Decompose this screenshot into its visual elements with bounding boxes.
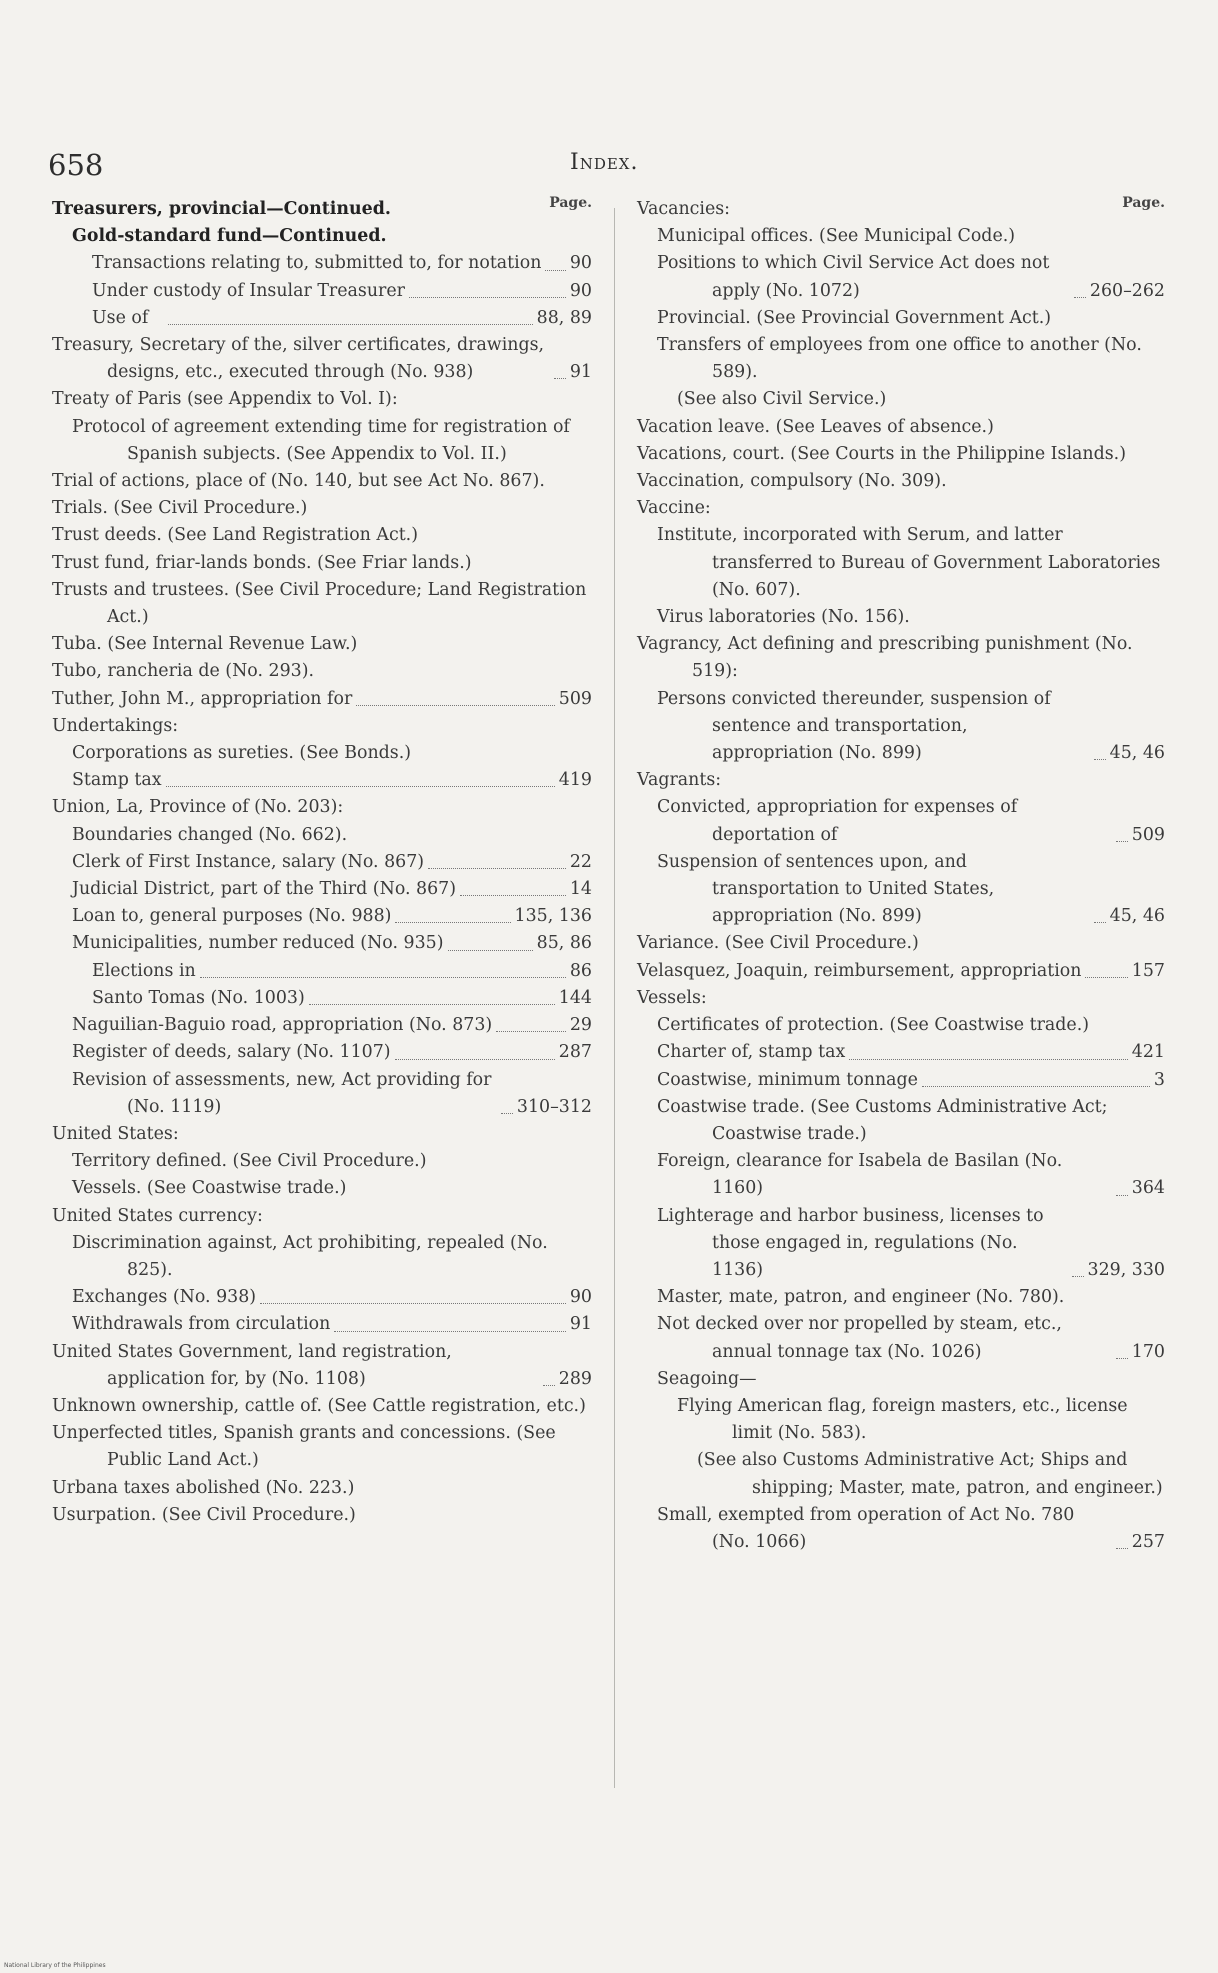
index-entry	[637, 1094, 1165, 1148]
index-entry-text: Transfers of employees from one office to another (No. 589).	[657, 335, 1142, 383]
index-entry-page: 45, 46	[1109, 743, 1165, 764]
index-entry-text: Usurpation. (See Civil Procedure.)	[52, 1504, 356, 1525]
index-entry	[52, 1203, 592, 1230]
index-entry-text: Judicial District, part of the Third (No. 867)	[72, 879, 457, 900]
index-entry-text: Trust deeds. (See Land Registration Act.)	[52, 525, 418, 546]
index-entry-text: Master, mate, patron, and engineer (No. 780).	[657, 1287, 1065, 1308]
index-entry	[52, 958, 592, 985]
index-entry	[637, 522, 1165, 604]
index-entry	[52, 1475, 592, 1502]
index-entry	[637, 1284, 1165, 1311]
dot-leader	[1094, 912, 1106, 923]
index-entry	[637, 386, 1165, 413]
page-number: 658	[48, 148, 104, 182]
running-head-title: Index.	[570, 150, 639, 175]
index-entry	[637, 985, 1165, 1012]
index-entry-text: Suspension of sentences upon, and transportation to United States, appropriation (No. 899)	[657, 851, 995, 927]
index-entry-page: 90	[569, 1287, 592, 1308]
index-entry-text: Lighterage and harbor business, licenses to those engaged in, regulations (No. 1136)	[657, 1205, 1044, 1280]
index-entry	[637, 332, 1165, 386]
index-entry	[637, 468, 1165, 495]
index-entry	[52, 631, 592, 658]
dot-leader	[356, 695, 555, 706]
index-entry-text: Charter of, stamp tax	[657, 1042, 846, 1063]
index-entry-page: 170	[1131, 1341, 1165, 1362]
index-entry	[52, 740, 592, 767]
index-entry-page: 419	[558, 770, 592, 791]
index-entry-text: Discrimination against, Act prohibiting, repealed (No. 825).	[72, 1232, 548, 1280]
index-entry-text: Persons convicted thereunder, suspension of sentence and transportation, appropriation (No. 899)	[657, 688, 1051, 764]
index-entry-text: Withdrawals from circulation	[72, 1314, 331, 1335]
index-entry	[52, 849, 592, 876]
index-entry	[52, 658, 592, 685]
index-entry-page: 421	[1131, 1042, 1165, 1063]
index-column-right	[637, 196, 1165, 1556]
dot-leader	[1116, 1348, 1128, 1359]
index-entry	[52, 332, 592, 386]
dot-leader	[168, 314, 533, 325]
index-entry-page: 260–262	[1089, 280, 1165, 301]
scan-footer: National Library of the Philippines	[4, 1962, 106, 1969]
index-entry-page: 329, 330	[1087, 1259, 1165, 1280]
index-entry-text: Treaty of Paris (see Appendix to Vol. I):	[52, 389, 398, 410]
index-entry-page: 91	[569, 1314, 592, 1335]
index-entry	[52, 468, 592, 495]
index-entry-text: Vessels. (See Coastwise trade.)	[72, 1178, 347, 1199]
index-entry-text: Positions to which Civil Service Act does not apply (No. 1072)	[657, 253, 1050, 301]
index-entry-page: 45, 46	[1109, 906, 1165, 927]
index-entry-page: 289	[558, 1368, 592, 1389]
dot-leader	[1116, 1185, 1128, 1196]
dot-leader	[496, 1021, 566, 1032]
index-entry-text: Convicted, appropriation for expenses of deportation of	[657, 797, 1018, 845]
index-entry-text: Unperfected titles, Spanish grants and concessions. (See Public Land Act.)	[52, 1423, 556, 1471]
index-entry	[52, 1067, 592, 1121]
index-entry-page: 509	[558, 688, 592, 709]
index-entry	[637, 631, 1165, 685]
index-entry-page: 509	[1131, 824, 1165, 845]
index-entry	[637, 686, 1165, 768]
index-entry	[52, 250, 592, 277]
index-entry	[637, 1502, 1165, 1556]
index-entry	[637, 604, 1165, 631]
index-entry	[637, 794, 1165, 848]
dot-leader	[395, 912, 510, 923]
index-entry-page: 90	[569, 253, 592, 274]
index-entry	[52, 1502, 592, 1529]
index-entry-text: (See also Customs Administrative Act; Ships and shipping; Master, mate, patron, and engineer.)	[697, 1450, 1163, 1498]
page-column-label: Page.	[1122, 195, 1165, 211]
index-entry	[637, 767, 1165, 794]
index-entry	[52, 713, 592, 740]
index-entry	[52, 876, 592, 903]
index-entry-text: Vagrancy, Act defining and prescribing punishment (No. 519):	[637, 634, 1133, 682]
index-entry	[637, 1366, 1165, 1393]
index-entry-text: Not decked over nor propelled by steam, etc., annual tonnage tax (No. 1026)	[657, 1314, 1062, 1362]
index-entry	[52, 985, 592, 1012]
index-entry-text: Boundaries changed (No. 662).	[72, 824, 348, 845]
index-entry-text: Treasurers, provincial—Continued.	[52, 199, 391, 219]
index-entry-text: Elections in	[92, 960, 196, 981]
index-entry-text: Vacation leave. (See Leaves of absence.)	[637, 416, 994, 437]
index-entry-text: Seagoing—	[657, 1368, 757, 1389]
dot-leader	[409, 287, 566, 298]
index-entry-text: Use of	[92, 307, 149, 328]
dot-leader	[1085, 967, 1127, 978]
index-entry-text: Clerk of First Instance, salary (No. 867)	[72, 851, 425, 872]
index-entry-text: (See also Civil Service.)	[677, 389, 887, 410]
index-entry-page: 364	[1131, 1178, 1165, 1199]
index-entry-text: United States:	[52, 1123, 179, 1144]
index-entry-text: Trials. (See Civil Procedure.)	[52, 498, 308, 519]
dot-leader	[922, 1076, 1150, 1087]
index-entry	[52, 1175, 592, 1202]
index-entry-text: Undertakings:	[52, 715, 179, 736]
index-entry-page: 88, 89	[536, 307, 592, 328]
index-entry	[637, 223, 1165, 250]
index-entry	[52, 1284, 592, 1311]
index-column-left	[52, 196, 592, 1529]
index-entry	[637, 441, 1165, 468]
index-entry-text: Corporations as sureties. (See Bonds.)	[72, 743, 412, 764]
index-entry-page: 14	[569, 879, 592, 900]
index-entry	[637, 1447, 1165, 1501]
index-entry	[52, 522, 592, 549]
index-entry-text: Naguilian-Baguio road, appropriation (No. 873)	[72, 1015, 493, 1036]
dot-leader	[460, 885, 566, 896]
index-entry-text: Revision of assessments, new, Act providing for (No. 1119)	[72, 1069, 492, 1117]
index-entry-text: Urbana taxes abolished (No. 223.)	[52, 1477, 355, 1498]
dot-leader	[395, 1049, 555, 1060]
index-entry	[52, 495, 592, 522]
index-entry	[52, 1393, 592, 1420]
index-entry	[52, 577, 592, 631]
dot-leader	[545, 260, 565, 271]
index-entry-text: Unknown ownership, cattle of. (See Cattle registration, etc.)	[52, 1395, 586, 1416]
index-entry	[52, 1311, 592, 1338]
index-entry-text: Provincial. (See Provincial Government Act.)	[657, 307, 1052, 328]
index-entry-text: Tubo, rancheria de (No. 293).	[52, 661, 315, 682]
dot-leader	[1116, 1538, 1128, 1549]
index-entry	[637, 930, 1165, 957]
index-entry-text: Flying American flag, foreign masters, etc., license limit (No. 583).	[677, 1395, 1128, 1444]
index-entry	[52, 278, 592, 305]
index-entry-text: Treasury, Secretary of the, silver certificates, drawings, designs, etc., executed through (No. 938)	[52, 335, 545, 383]
index-entry	[637, 495, 1165, 522]
index-entry	[637, 414, 1165, 441]
dot-leader	[1094, 749, 1106, 760]
index-entry	[52, 1148, 592, 1175]
dot-leader	[1072, 1266, 1084, 1277]
index-entry-page: 86	[569, 960, 592, 981]
dot-leader	[260, 1293, 566, 1304]
index-entry	[52, 1230, 592, 1284]
dot-leader	[200, 967, 566, 978]
index-entry-text: Vagrants:	[637, 770, 722, 791]
index-entry-text: Tuther, John M., appropriation for	[52, 688, 353, 709]
index-entry-text: Municipal offices. (See Municipal Code.)	[657, 226, 1016, 247]
index-entry	[637, 1067, 1165, 1094]
index-entry-text: Stamp tax	[72, 770, 162, 791]
index-entry-text: Trusts and trustees. (See Civil Procedure; Land Registration Act.)	[52, 579, 587, 628]
index-entry-text: Coastwise trade. (See Customs Administrative Act; Coastwise trade.)	[657, 1096, 1108, 1144]
index-entry-text: Vaccine:	[637, 498, 711, 519]
index-entry	[52, 1420, 592, 1474]
index-entry-page: 310–312	[516, 1096, 592, 1117]
index-entry-text: Coastwise, minimum tonnage	[657, 1069, 918, 1090]
index-entry	[637, 1012, 1165, 1039]
page-column-label: Page.	[549, 195, 592, 211]
index-entry-text: Trust fund, friar-lands bonds. (See Friar lands.)	[52, 552, 472, 573]
index-entry	[637, 196, 1165, 223]
index-entry-text: Variance. (See Civil Procedure.)	[637, 933, 919, 954]
dot-leader	[543, 1375, 555, 1386]
index-entry	[637, 958, 1165, 985]
index-entry-text: Loan to, general purposes (No. 988)	[72, 906, 392, 927]
index-entry-text: Certificates of protection. (See Coastwise trade.)	[657, 1015, 1090, 1036]
index-entry	[637, 305, 1165, 332]
dot-leader	[428, 858, 566, 869]
index-entry-text: Foreign, clearance for Isabela de Basilan (No. 1160)	[657, 1151, 1063, 1199]
index-entry	[52, 223, 592, 250]
index-entry-text: Exchanges (No. 938)	[72, 1287, 257, 1308]
index-entry-page: 29	[569, 1015, 592, 1036]
index-entry-text: United States currency:	[52, 1205, 263, 1226]
index-entry-text: Velasquez, Joaquin, reimbursement, appropriation	[637, 960, 1082, 981]
index-entry-page: 3	[1153, 1069, 1165, 1090]
index-entry-text: Vaccination, compulsory (No. 309).	[637, 471, 947, 492]
dot-leader	[501, 1103, 513, 1114]
index-entry-page: 287	[558, 1042, 592, 1063]
index-entry-text: Vacations, court. (See Courts in the Philippine Islands.)	[637, 443, 1126, 464]
dot-leader	[554, 368, 566, 379]
index-entry-page: 144	[558, 987, 592, 1008]
index-entry-text: Virus laboratories (No. 156).	[657, 607, 910, 628]
index-entry	[52, 305, 592, 332]
index-entry	[637, 1148, 1165, 1202]
index-entry	[52, 822, 592, 849]
index-entry-page: 91	[569, 362, 592, 383]
index-entry-page: 90	[569, 280, 592, 301]
index-entry-text: Protocol of agreement extending time for registration of Spanish subjects. (See Appendix to Vol. II.)	[72, 416, 570, 464]
index-entry-page: 257	[1131, 1531, 1165, 1552]
index-entry	[637, 1039, 1165, 1066]
index-entry-text: Gold-standard fund—Continued.	[72, 226, 387, 247]
index-entry	[52, 414, 592, 468]
index-entry	[637, 1393, 1165, 1447]
index-entry-text: Union, La, Province of (No. 203):	[52, 797, 344, 818]
dot-leader	[1074, 287, 1086, 298]
index-entry	[52, 1012, 592, 1039]
index-entry	[52, 903, 592, 930]
dot-leader	[334, 1321, 566, 1332]
index-entry-page: 157	[1131, 960, 1165, 981]
index-entry	[52, 386, 592, 413]
index-entry-text: Small, exempted from operation of Act No. 780 (No. 1066)	[657, 1504, 1075, 1552]
dot-leader	[1116, 831, 1128, 842]
index-entry-text: United States Government, land registration, application for, by (No. 1108)	[52, 1341, 452, 1389]
index-entry	[637, 1203, 1165, 1285]
index-entry	[52, 550, 592, 577]
index-entry	[52, 930, 592, 957]
index-entry-text: Transactions relating to, submitted to, for notation	[92, 253, 542, 274]
index-entry	[52, 686, 592, 713]
index-entry-page: 22	[569, 851, 592, 872]
index-entry-page: 85, 86	[536, 933, 592, 954]
index-entry-text: Territory defined. (See Civil Procedure.)	[72, 1151, 427, 1172]
dot-leader	[849, 1049, 1128, 1060]
index-entry	[52, 767, 592, 794]
dot-leader	[448, 940, 533, 951]
index-entry-text: Under custody of Insular Treasurer	[92, 280, 405, 301]
index-entry-text: Tuba. (See Internal Revenue Law.)	[52, 634, 358, 655]
index-entry-text: Register of deeds, salary (No. 1107)	[72, 1042, 391, 1063]
index-entry-text: Vessels:	[637, 987, 707, 1008]
index-entry-text: Institute, incorporated with Serum, and latter transferred to Bureau of Government Laboratories (No. 607).	[657, 525, 1161, 600]
dot-leader	[309, 994, 555, 1005]
index-entry	[52, 1039, 592, 1066]
index-entry	[52, 1121, 592, 1148]
index-entry	[637, 1311, 1165, 1365]
index-entry	[637, 849, 1165, 931]
index-entry-page: 135, 136	[514, 906, 592, 927]
index-entry	[637, 250, 1165, 304]
index-entry	[52, 794, 592, 821]
column-divider	[614, 208, 615, 1788]
index-entry-text: Santo Tomas (No. 1003)	[92, 987, 305, 1008]
index-entry-text: Municipalities, number reduced (No. 935)	[72, 933, 444, 954]
dot-leader	[166, 776, 555, 787]
index-entry-text: Vacancies:	[637, 199, 731, 219]
index-entry-text: Trial of actions, place of (No. 140, but see Act No. 867).	[52, 471, 545, 492]
index-entry	[52, 1339, 592, 1393]
index-entry	[52, 196, 592, 223]
